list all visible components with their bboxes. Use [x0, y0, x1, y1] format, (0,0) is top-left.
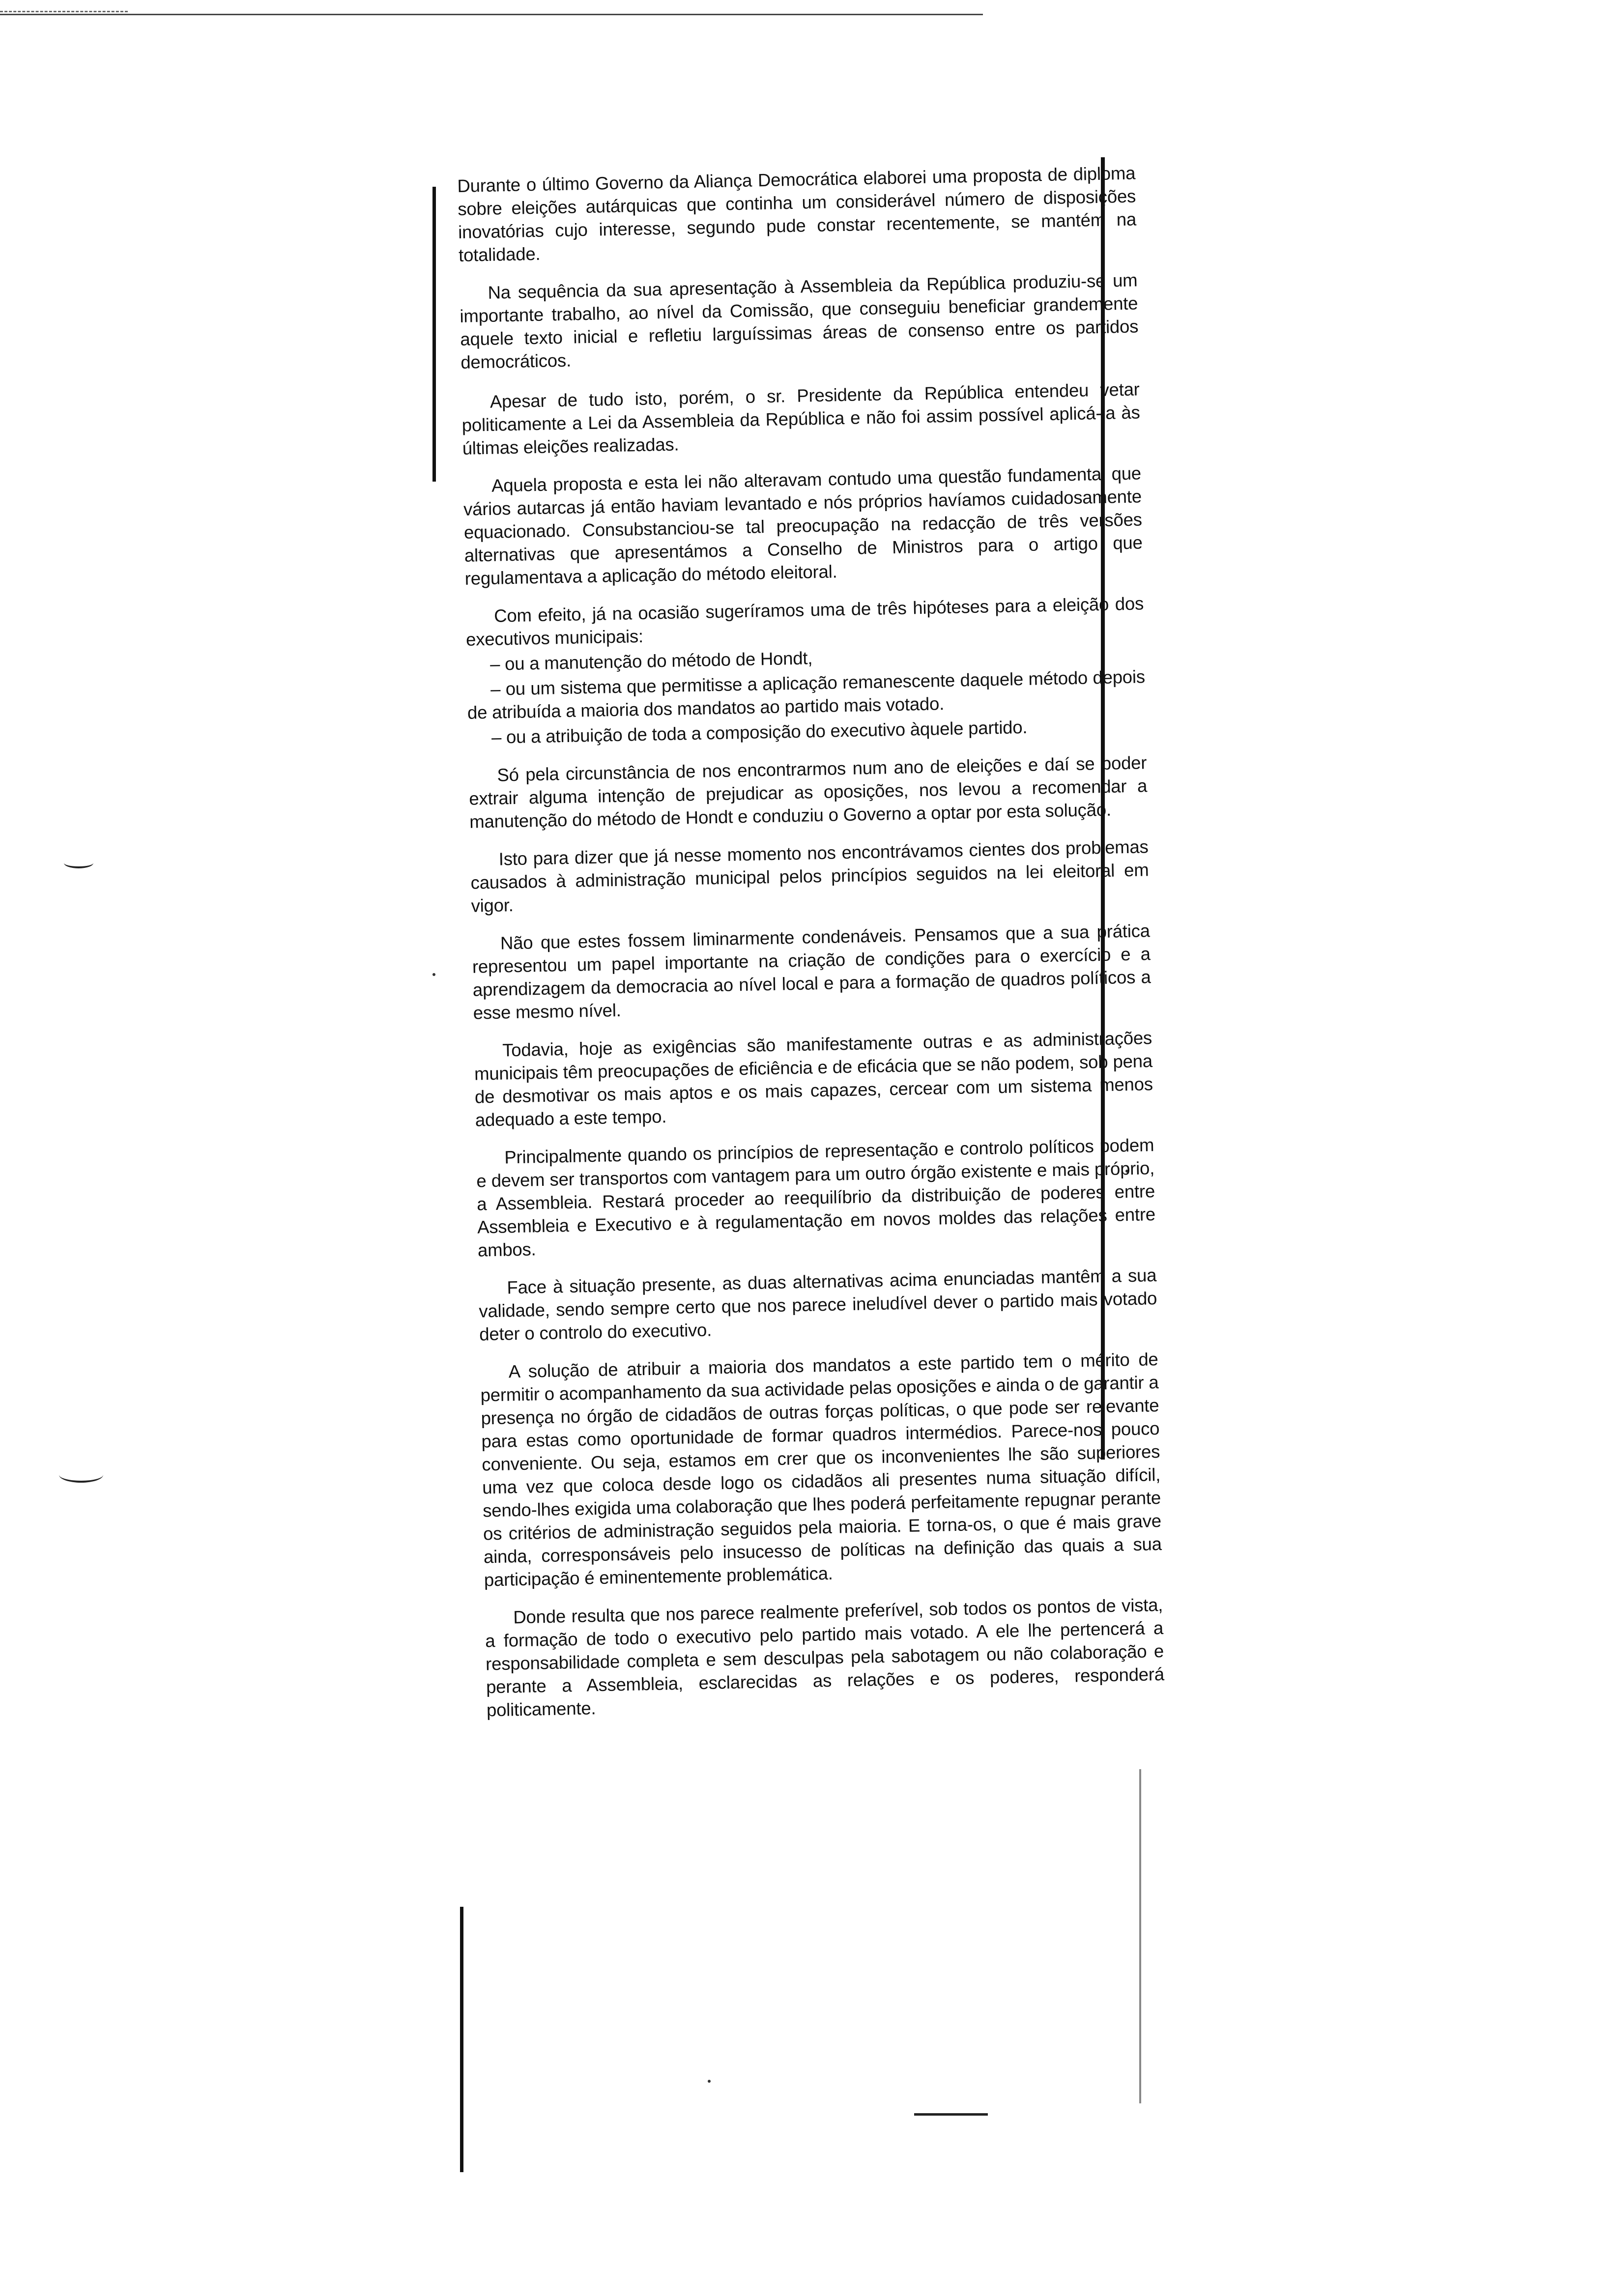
paragraph: Apesar de tudo isto, porém, o sr. Presidente da República entendeu vetar politicamente a Lei da Assembleia da República e não foi assim possível aplicá-la às últimas eleições realizadas.	[461, 379, 1140, 459]
end-mark-dash	[914, 2113, 988, 2116]
scan-speck	[432, 973, 435, 976]
paragraph: Durante o último Governo da Aliança Democrática elaborei uma proposta de diploma sobre eleições autárquicas que continha um considerável número de disposições inovatórias cujo interesse, segundo pude constar recentemente, se mantém na totalidade.	[457, 163, 1137, 265]
column-left-rule-top	[432, 187, 436, 482]
margin-mark	[59, 1467, 103, 1483]
paragraph: Só pela circunstância de nos encontrarmos num ano de eleições e daí se poder extrair alguma intenção de prejudicar as oposições, nos levou a recomendar a manutenção do método de Hondt e conduziu o Governo a optar por esta solução.	[468, 752, 1148, 832]
paragraph: Aquela proposta e esta lei não alteravam contudo uma questão fundamental que vários autarcas já então haviam levantado e nós próprios havíamos cuidadosamente equacionado. Consubstanciou-se tal preocupação na redacção de três versões alternativas que apresentámos a Conselho de Ministros para o artigo que regulamentava a aplicação do método eleitoral.	[463, 463, 1143, 589]
paragraph: Na sequência da sua apresentação à Assembleia da República produziu-se um importante trabalho, ao nível da Comissão, que conseguiu beneficiar grandemente aquele texto inicial e refletiu larguíssimas áreas de consenso entre os partidos democráticos.	[460, 270, 1139, 373]
scan-edge-dashes	[0, 11, 128, 12]
paragraph: A solução de atribuir a maioria dos mandatos a este partido tem o mérito de permitir o acompanhamento da sua actividade pelas oposições e ainda o de garantir a presença no órgão de cidadãos de outras forças políticas, o que pode ser relevante para estas como oportunidade de formar quadros intermédios. Parece-nos pouco conveniente. Ou seja, estamos em crer que os inconvenientes lhe são superiores uma vez que coloca desde logo os cidadãos ali presentes numa situação difícil, sendo-lhes exigida uma colaboração que lhes poderá perfeitamente repugnar perante os critérios de administração seguidos pela maioria. E torna-os, o que é mais grave ainda, corresponsáveis pelo insucesso de políticas na definição das quais a sua participação é eminentemente problemática.	[480, 1349, 1162, 1590]
column-right-rule-lower	[1139, 1769, 1141, 2103]
paragraph: Isto para dizer que já nesse momento nos encontrávamos cientes dos problemas causados à administração municipal pelos princípios seguidos na lei eleitoral em vigor.	[470, 836, 1149, 916]
list-item: – ou um sistema que permitisse a aplicação remanescente daquele método depois de atribuída a maioria dos mandatos ao partido mais votado.	[467, 666, 1146, 723]
article-column	[457, 162, 1165, 1737]
list-item: – ou a manutenção do método de Hondt,	[489, 648, 813, 674]
paragraph: Todavia, hoje as exigências são manifestamente outras e as administrações municipais têm preocupações de eficiência e de eficácia que se não podem, sob pena de desmotivar os mais aptos e os mais capazes, cercear com um sistema menos adequado a este tempo.	[474, 1028, 1153, 1130]
paragraph: Com efeito, já na ocasião sugeríramos uma de três hipóteses para a eleição dos executivos municipais:	[465, 593, 1144, 650]
paragraph: Face à situação presente, as duas alternativas acima enunciadas mantêm a sua validade, sendo sempre certo que nos parece ineludível dever o partido mais votado deter o controlo do executivo.	[479, 1265, 1157, 1345]
scan-speck	[708, 2080, 711, 2083]
margin-mark	[64, 858, 93, 868]
paragraph: Principalmente quando os princípios de representação e controlo políticos podem e devem ser transportos com vantagem para um outro órgão existente e mais próprio, a Assembleia. Restará proceder ao reequilíbrio da distribuição de poderes entre Assembleia e Executivo e à regulamentação em novos moldes das relações entre ambos.	[476, 1135, 1156, 1261]
scan-edge-line	[0, 14, 983, 15]
list-item: – ou a atribuição de toda a composição do executivo àquele partido.	[491, 717, 1028, 747]
paragraph: Não que estes fossem liminarmente condenáveis. Pensamos que a sua prática representou um papel importante na criação de condições para o exercício e a aprendizagem da democracia ao nível local e para a formação de quadros políticos a esse mesmo nível.	[472, 920, 1151, 1023]
paragraph: Donde resulta que nos parece realmente preferível, sob todos os pontos de vista, a formação de todo o executivo pelo partido mais votado. A ele lhe pertencerá a responsabilidade completa e sem desculpas pela sabotagem ou não colaboração e perante a Assembleia, esclarecidas as relações e os poderes, responderá politicamente.	[485, 1594, 1165, 1721]
column-left-rule-bottom	[460, 1907, 463, 2172]
